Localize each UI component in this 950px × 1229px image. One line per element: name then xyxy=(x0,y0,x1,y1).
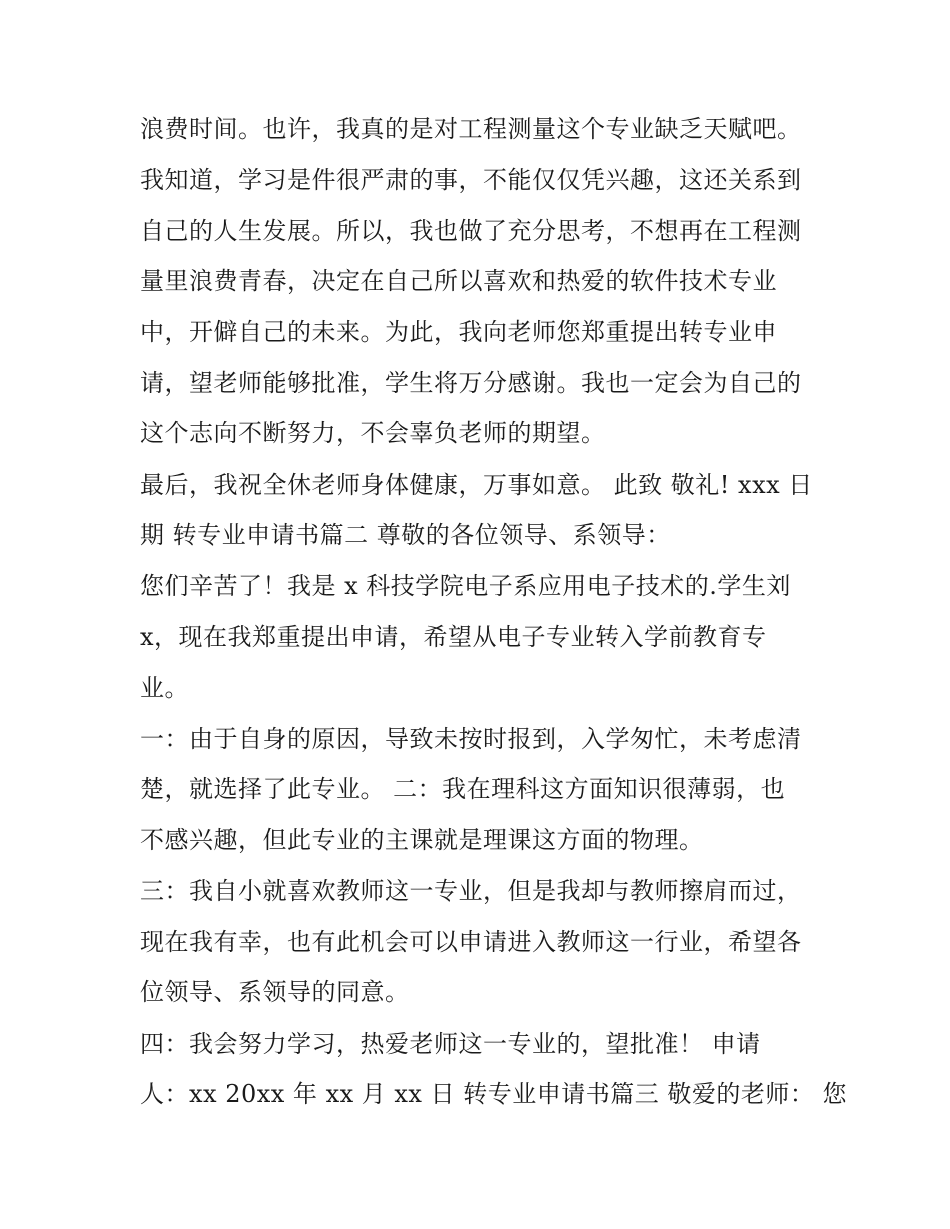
text-line: 我知道，学习是件很严肃的事，不能仅仅凭兴趣，这还关系到 xyxy=(140,166,802,194)
text-line: 浪费时间。也许，我真的是对工程测量这个专业缺乏天赋吧。 xyxy=(140,115,802,143)
text-line: 业。 xyxy=(140,674,189,702)
text-line: 自己的人生发展。所以，我也做了充分思考，不想再在工程测 xyxy=(140,217,802,245)
text-line: 您们辛苦了！我是 x 科技学院电子系应用电子技术的.学生刘 xyxy=(140,572,791,600)
text-line: 请，望老师能够批准，学生将万分感谢。我也一定会为自己的 xyxy=(140,369,802,397)
text-line: 量里浪费青春，决定在自己所以喜欢和热爱的软件技术专业 xyxy=(140,267,777,295)
text-line: 不感兴趣，但此专业的主课就是理课这方面的物理。 xyxy=(140,826,704,854)
text-line: 期 转专业申请书篇二 尊敬的各位领导、系领导： xyxy=(140,521,671,549)
text-line: 楚，就选择了此专业。 二：我在理科这方面知识很薄弱，也 xyxy=(140,775,786,803)
text-line: 中，开僻自己的未来。为此，我向老师您郑重提出转专业申 xyxy=(140,318,777,346)
text-line: 四：我会努力学习，热爱老师这一专业的，望批准！ 申请 xyxy=(140,1030,761,1058)
text-line: 最后，我祝全休老师身体健康，万事如意。 此致 敬礼! xxx 日 xyxy=(140,471,813,499)
text-line: x，现在我郑重提出申请，希望从电子专业转入学前教育专 xyxy=(140,623,767,651)
text-line: 三：我自小就喜欢教师这一专业，但是我却与教师擦肩而过， xyxy=(140,877,802,905)
text-line: 这个志向不断努力，不会辜负老师的期望。 xyxy=(140,419,606,447)
text-line: 位领导、系领导的同意。 xyxy=(140,978,410,1006)
text-line: 一：由于自身的原因，导致未按时报到，入学匆忙，未考虑清 xyxy=(140,725,802,753)
text-line: 现在我有幸，也有此机会可以申请进入教师这一行业，希望各 xyxy=(140,928,802,956)
text-line: 人：xx 20xx 年 xx 月 xx 日 转专业申请书篇三 敬爱的老师： 您 xyxy=(140,1080,847,1108)
